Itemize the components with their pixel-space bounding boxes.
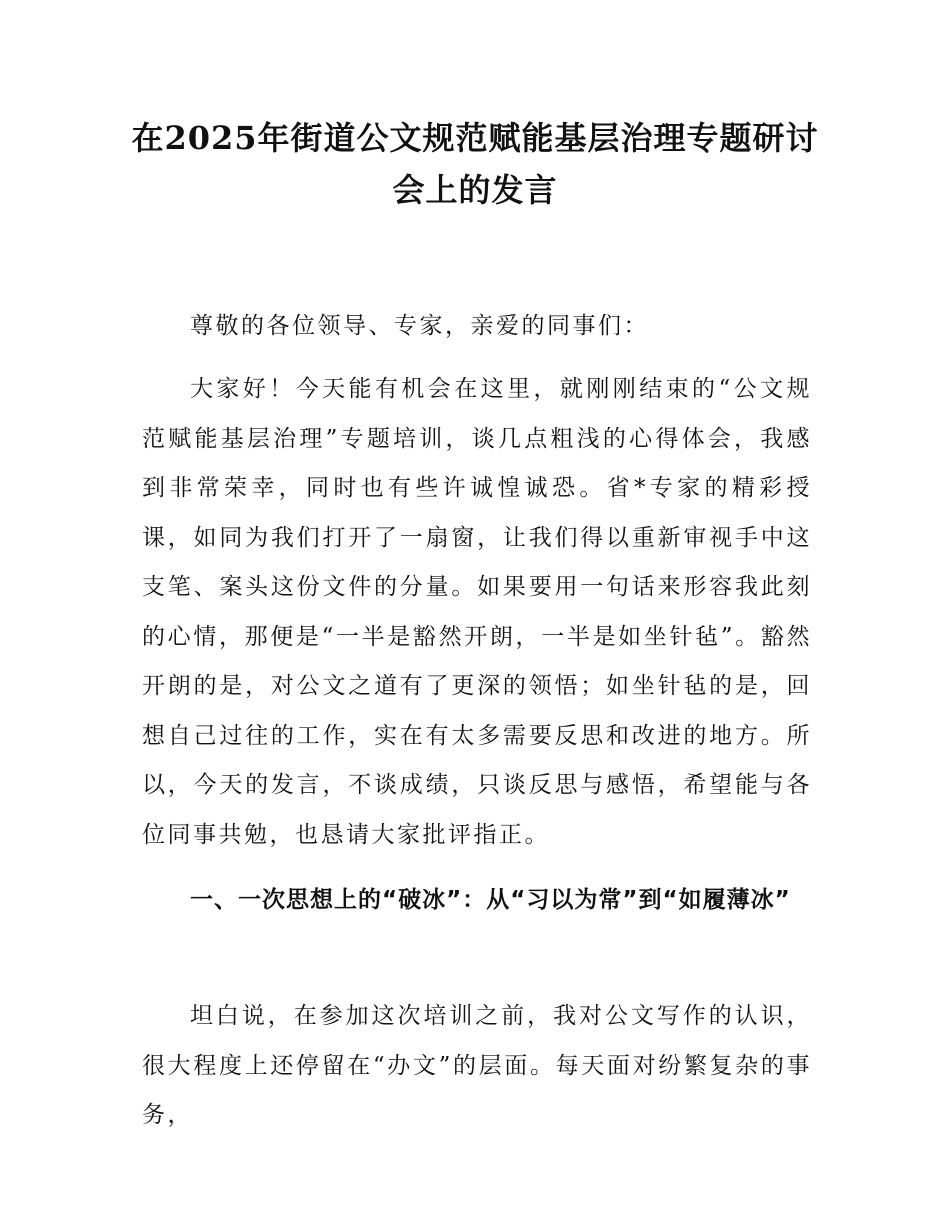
- salutation: 尊敬的各位领导、专家，亲爱的同事们：: [190, 313, 649, 339]
- paragraph-section-1: 坦白说，在参加这次培训之前，我对公文写作的认识，很大程度上还停留在“办文”的层面。每天面对纷繁复杂的事务，: [142, 1003, 812, 1128]
- paragraph-opening: 大家好！今天能有机会在这里，就刚刚结束的“公文规范赋能基层治理”专题培训，谈几点粗浅的心得体会，我感到非常荣幸，同时也有些许诚惶诚恐。省*专家的精彩授课，如同为我们打开了一扇窗，让我们得以重新审视手中这支笔、案头这份文件的分量。如果要用一句话来形容我此刻的心情，那便是“一半是豁然开朗，一半是如坐针毡”。豁然开朗的是，对公文之道有了更深的领悟；如坐针毡的是，回想自己过往的工作，实在有太多需要反思和改进的地方。所以，今天的发言，不谈成绩，只谈反思与感悟，希望能与各位同事共勉，也恳请大家批评指正。: [142, 376, 812, 848]
- section-heading-1: 一、一次思想上的“破冰”：从“习以为常”到“如履薄冰”: [190, 887, 791, 913]
- document-title: 在2025年街道公文规范赋能基层治理专题研讨会上的发言: [131, 119, 819, 209]
